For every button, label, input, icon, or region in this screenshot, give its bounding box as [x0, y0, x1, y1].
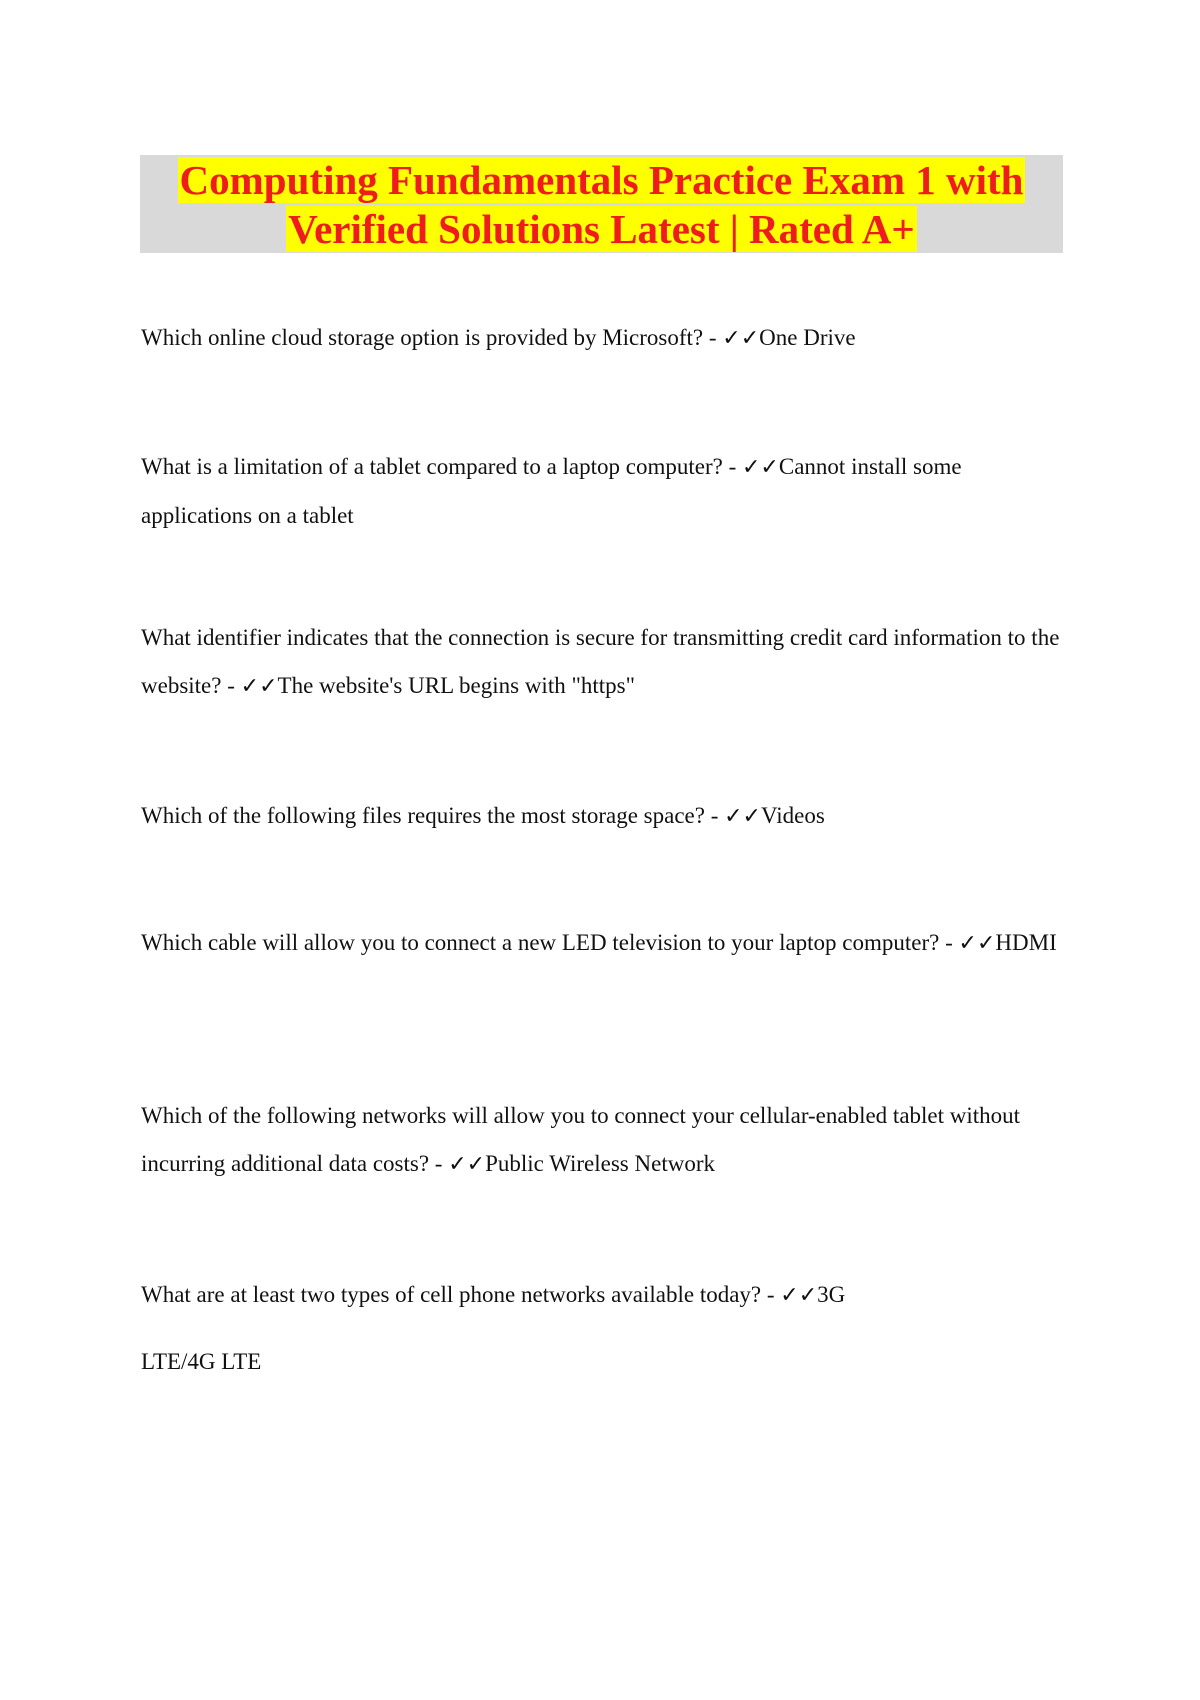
qa-item-7 — [141, 1262, 1061, 1395]
question-text: What are at least two types of cell phone networks available today? - — [141, 1282, 781, 1307]
document-title-text-2: Verified Solutions Latest | Rated A+ — [288, 206, 915, 252]
answer-text: One Drive — [759, 325, 856, 350]
document-title-line-1 — [140, 155, 1063, 204]
double-check-icon: ✓✓ — [742, 455, 779, 480]
question-text: Which of the following files requires the most storage space? - — [141, 803, 725, 828]
answer-text-continued: LTE/4G LTE — [141, 1349, 262, 1374]
qa-item-3 — [141, 614, 1061, 711]
answer-text: HDMI — [995, 930, 1057, 955]
question-text: What is a limitation of a tablet compared to a laptop computer? - — [141, 454, 742, 479]
answer-text: 3G — [817, 1282, 846, 1307]
qa-item-6 — [141, 1092, 1061, 1189]
double-check-icon: ✓✓ — [724, 804, 761, 829]
double-check-icon: ✓✓ — [958, 931, 996, 956]
answer-text: Cannot install some applications on a tablet — [141, 454, 962, 528]
qa-item-1 — [141, 314, 1061, 363]
double-check-icon: ✓✓ — [240, 674, 278, 699]
question-text: Which of the following networks will allow you to connect your cellular-enabled tablet without incurring additional data costs? - — [141, 1103, 1021, 1176]
document-title-text-1: Computing Fundamentals Practice Exam 1 with — [179, 157, 1024, 203]
question-text: Which online cloud storage option is provided by Microsoft? - — [141, 325, 723, 350]
qa-item-4 — [141, 792, 1061, 841]
answer-text: Public Wireless Network — [485, 1151, 715, 1176]
qa-item-7-line-1 — [141, 1262, 1061, 1329]
double-check-icon: ✓✓ — [722, 326, 760, 351]
qa-item-2 — [141, 443, 1061, 540]
double-check-icon: ✓✓ — [448, 1152, 486, 1177]
answer-text: The website's URL begins with "https" — [277, 673, 635, 698]
answer-text: Videos — [761, 803, 825, 828]
question-text: Which cable will allow you to connect a new LED television to your laptop computer? - — [141, 930, 959, 955]
document-title-banner — [140, 155, 1063, 253]
qa-item-5 — [141, 919, 1061, 968]
document-title-line-2 — [140, 204, 1063, 253]
double-check-icon: ✓✓ — [780, 1283, 818, 1308]
question-text: What identifier indicates that the connection is secure for transmitting credit card information to the website? - — [141, 625, 1060, 698]
